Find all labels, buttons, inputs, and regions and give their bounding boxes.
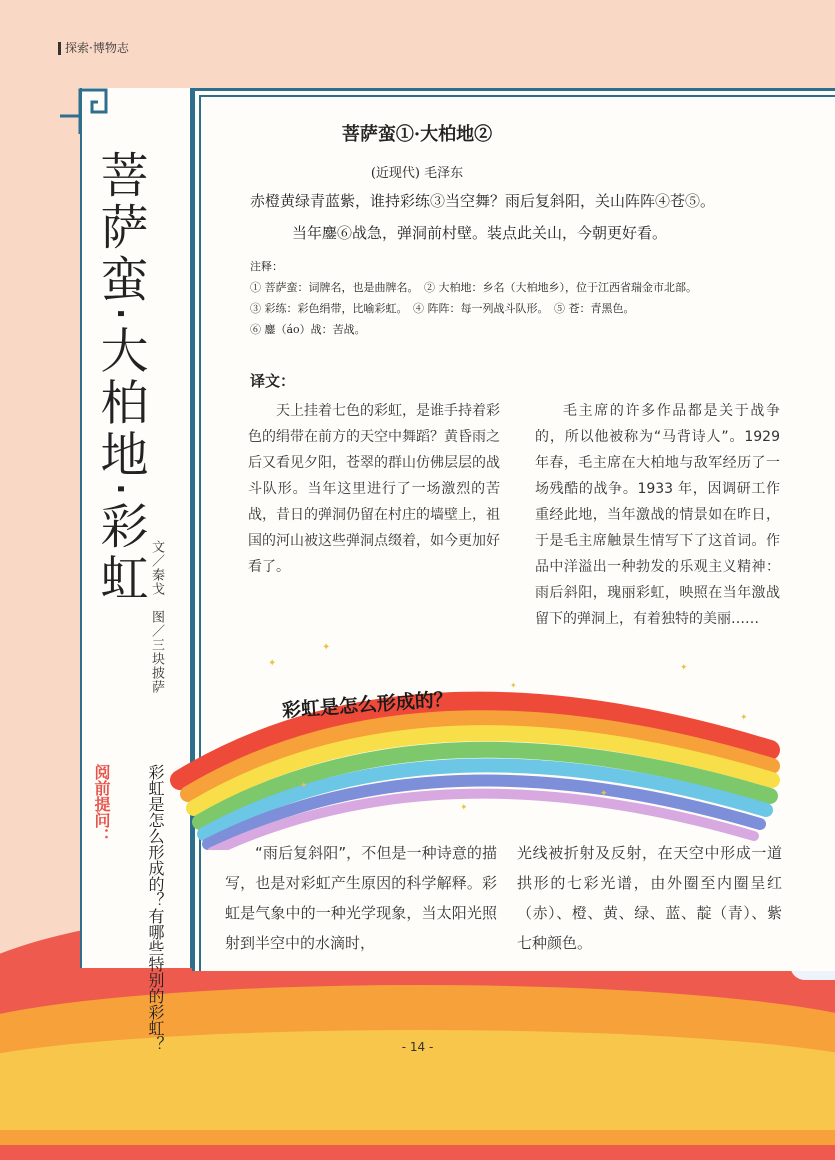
meander-ornament-icon [58, 86, 110, 136]
section-label: 探索·博物志 [58, 42, 129, 55]
svg-text:✦: ✦ [300, 781, 308, 791]
svg-text:✦: ✦ [740, 713, 748, 723]
poem-line-2: 当年鏖⑥战急，弹洞前村壁。装点此关山，今朝更好看。 [292, 224, 668, 242]
poem-title: 菩萨蛮①·大柏地② [341, 124, 493, 145]
preread-label: 阅前提问： [92, 764, 111, 844]
note-line-1: ① 菩萨蛮：词牌名，也是曲牌名。 ② 大柏地：乡名（大柏地乡），位于江西省瑞金市北部。 [250, 281, 697, 294]
svg-text:✦: ✦ [322, 642, 331, 653]
poem-author: (近现代) 毛泽东 [370, 166, 464, 181]
notes-block [250, 256, 697, 340]
svg-text:✦: ✦ [268, 658, 277, 669]
svg-text:✦: ✦ [460, 803, 468, 813]
svg-text:✦: ✦ [510, 681, 517, 690]
note-line-2: ③ 彩练：彩色绢带，比喻彩虹。 ④ 阵阵：每一列战斗队形。 ⑤ 苍：青黑色。 [250, 302, 635, 315]
translation-right-column: 毛主席的许多作品都是关于战争的，所以他被称为“马背诗人”。1929 年春，毛主席在大柏地与敌军经历了一场残酷的战争。1933 年，因调研工作重经此地，当年激战的情景如在昨日，于是毛主席触景生情写下了这首词。作品中洋溢出一种勃发的乐观主义精神：雨后斜阳，瑰丽彩虹，映照在当年激战留下的弹洞上，有着独特的美丽…… [535, 403, 780, 627]
svg-text:✦: ✦ [680, 663, 688, 673]
byline: 文／秦戈 图／三块披萨 [149, 540, 164, 694]
rainbow-illustration [160, 610, 800, 850]
explanation-left-column: “雨后复斜阳”，不但是一种诗意的描写，也是对彩虹产生原因的科学解释。彩虹是气象中的一种光学现象，当太阳光照射到半空中的水滴时， [225, 844, 497, 952]
poem-line-1: 赤橙黄绿青蓝紫，谁持彩练③当空舞？雨后复斜阳，关山阵阵④苍⑤。 [250, 192, 716, 210]
rainbow-heading: 彩虹是怎么形成的？ [281, 688, 454, 722]
preread-question: 彩虹是怎么形成的？有哪些特别的彩虹？ [146, 764, 165, 1052]
explanation-right-column: 光线被折射及反射，在天空中形成一道拱形的七彩光谱，由外圈至内圈呈红（赤）、橙、黄、绿、蓝、靛（青）、紫七种颜色。 [517, 844, 782, 952]
translation-label: 译文： [250, 372, 296, 390]
notes-label: 注释： [250, 260, 283, 273]
article-title: 菩萨蛮·大柏地·彩虹 [92, 150, 148, 605]
note-line-3: ⑥ 鏖（áo）战：苦战。 [250, 323, 366, 336]
translation-left-column: 天上挂着七色的彩虹，是谁手持着彩色的绢带在前方的天空中舞蹈？黄昏雨之后又看见夕阳，苍翠的群山仿佛层层的战斗队形。当年这里进行了一场激烈的苦战，昔日的弹洞仍留在村庄的墙壁上，祖国的河山被这些弹洞点缀着，如今更加好看了。 [248, 403, 500, 575]
page-number: - 14 - [401, 1040, 434, 1054]
svg-text:✦: ✦ [600, 789, 608, 799]
